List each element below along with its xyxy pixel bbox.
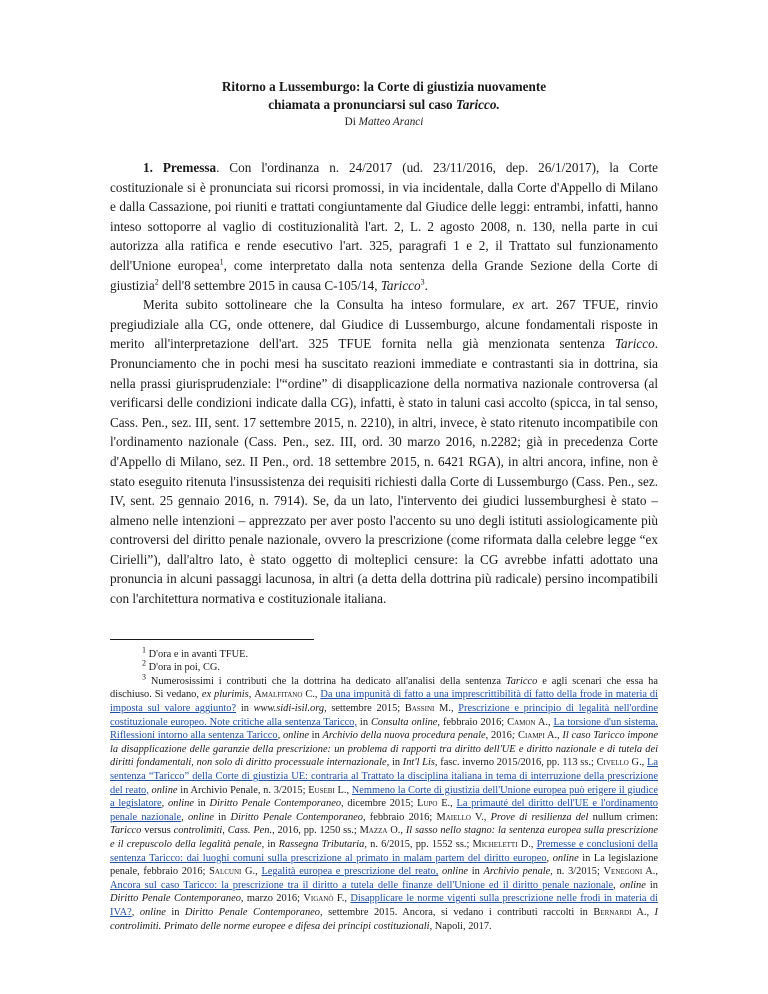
reference-link[interactable]: La torsione d'un sistema. Riflessioni intorno alla sentenza Taricco bbox=[110, 716, 659, 742]
paragraph-premessa: 1. Premessa. Con l'ordinanza n. 24/2017 (ud. 23/11/2016, dep. 26/1/2017), la Corte costituzionale si è pronunciata sui ricorsi promossi, in via incidentale, dalla Corte d'Appello di Milano e dalla Cassazione, poi riuniti e trattati congiuntamente dal Giudice delle leggi: entrambi, infatti, hanno inteso sottoporre al vaglio di costituzionalità l'art. 2, L. 2 agosto 2008, n. 130, nella parte in cui autorizza alla ratifica e rende esecutivo l'art. 325, paragrafi 1 e 2, il Trattato sul funzionamento dell'Unione europea$^1$, come interpretato dalla nota sentenza della Grande Sezione della Corte di giustizia$^2$ dell'8 settembre 2015 in causa C-105/14, Taricco$^3$. bbox=[110, 160, 658, 293]
paragraph-consulta: Merita subito sottolineare che la Consulta ha inteso formulare, ex art. 267 TFUE, rinvio pregiudiziale alla CG, onde ottenere, dal Giudice di Lussemburgo, alcune fondamentali risposte in merito all'interpretazione dell'art. 325 TFUE fornita nella già menzionata sentenza Taricco. Pronunciamento che in pochi mesi ha suscitato reazioni immediate e contrastanti sia in dottrina, sia nella prassi giurisprudenziale: l'“ordine” di disapplicazione della normativa nazionale controversa (al verificarsi delle condizioni indicate dalla CG), infatti, è stato in taluni casi accolto (spicca, in tal senso, Cass. Pen., sez. III, sent. 17 settembre 2015, n. 2210), in altri, invece, è stato ritenuto incompatibile con l'ordinamento nazionale (Cass. Pen., sez. III, ord. 30 marzo 2016, n.2282; già in precedenza Corte d'Appello di Milano, sez. II Pen., ord. 18 settembre 2015, n. 6421 RGA), in altri ancora, infine, non è stato eseguito ritenuta l'insussistenza dei requisiti richiesti dalla Corte di Lussemburgo (Cass. Pen., sez. IV, sent. 25 gennaio 2016, n. 7914). Se, da un lato, l'intervento dei giudici lussemburghesi è stato – almeno nelle intenzioni – apprezzato per aver posto l'accento su uno degli istituti assiologicamente più controversi del diritto penale nazionale, ovvero la prescrizione (come riformata dalla celebre legge “ex Cirielli”), dall'altro lato, è stato oggetto di molteplici censure: la CG avrebbe infatti adottato una pronuncia in alcuni passaggi lacunosa, in altri (a detta della dottrina più radicale) persino incompatibili con l'architettura normativa e costituzionale italiana. bbox=[110, 297, 659, 607]
footnote-ref-2[interactable]: 2 bbox=[154, 277, 159, 287]
author-name: Matteo Aranci bbox=[358, 116, 424, 128]
paper-title: Ritorno a Lussemburgo: la Corte di giustizia nuovamente chiamata a pronunciarsi sul caso Taricco. bbox=[221, 79, 547, 112]
reference-link[interactable]: Legalità europea e prescrizione del reato, bbox=[261, 866, 439, 878]
footnote-3: $^3$ Numerosissimi i contributi che la dottrina ha dedicato all'analisi della sentenza Taricco e agli scenari che essa ha dischiuso. Si vedano, ex plurimis, Amalfitano C., Da una impunità di fatto a una imprescrittibilità di fatto della frode in materia di imposta sul valore aggiunto? in www.sidi-isil.org, settembre 2015; Bassini M., Prescrizione e principio di legalità nell'ordine costituzionale europeo. Note critiche alla sentenza Taricco, in Consulta online, febbraio 2016; Camon A., La torsione d'un sistema. Riflessioni intorno alla sentenza Taricco, online in Archivio della nuova procedura penale, 2016; Ciampi A., Il caso Taricco impone la disapplicazione delle garanzie della prescrizione: un problema di rapporti tra diritto dell'UE e diritto nazionale e di tutela dei diritti fondamentali, non solo di diritto processuale internazionale, in Int'l Lis, fasc. inverno 2015/2016, pp. 113 ss.; Civello G., La sentenza “Taricco” della Corte di giustizia UE: contraria al Trattato la disciplina italiana in tema di interruzione della prescrizione del reato, online in Archivio Penale, n. 3/2015; Eusebi L., Nemmeno la Corte di giustizia dell'Unione europea può erigere il giudice a legislatore, online in Diritto Penale Contemporaneo, dicembre 2015; Lupo E., La primauté del diritto dell'UE e l'ordinamento penale nazionale, online in Diritto Penale Contemporaneo, febbraio 2016; Maiello V., Prove di resilienza del nullum crimen: Taricco versus controlimiti, Cass. Pen., 2016, pp. 1250 ss.; Mazza O., Il sasso nello stagno: la sentenza europea sulla prescrizione e il crepuscolo della legalità penale, in Rassegna Tributaria, n. 6/2015, pp. 1552 ss.; Micheletti D., Premesse e conclusioni della sentenza Taricco: dai luoghi comuni sulla prescrizione al primato in malam partem del diritto europeo, online in La legislazione penale, febbraio 2016; Salcuni G., Legalità europea e prescrizione del reato, online in Archivio penale, n. 3/2015; Venegoni A., Ancora sul caso Taricco: la prescrizione tra il diritto a tutela delle finanze dell'Unione ed il diritto penale nazionale, online in Diritto Penale Contemporaneo, marzo 2016; Viganò F., Disapplicare le norme vigenti sulla prescrizione nelle frodi in materia di IVA?, online in Diritto Penale Contemporaneo, settembre 2015. Ancora, si vedano i contributi raccolti in Bernardi A., I controlimiti. Primato delle norme europee e difesa dei principi costituzionali, Napoli, 2017. bbox=[110, 672, 659, 932]
reference-link[interactable]: Nemmeno la Corte di giustizia dell'Unione europea può erigere il giudice a legislatore bbox=[110, 784, 658, 810]
body-text bbox=[110, 158, 658, 609]
reference-link[interactable]: La primauté del diritto dell'UE e l'ordinamento penale nazionale bbox=[110, 798, 658, 823]
footnote-ref-1[interactable]: 1 bbox=[219, 257, 224, 267]
reference-link[interactable]: Ancora sul caso Taricco: la prescrizione tra il diritto a tutela delle finanze dell'Unione ed il diritto penale nazionale bbox=[110, 879, 614, 891]
reference-link[interactable]: La sentenza “Taricco” della Corte di giustizia UE: contraria al Trattato la disciplina italiana in tema di interruzione della prescrizione del reato, bbox=[110, 757, 658, 796]
footnote-1: $^1$ D'ora e in avanti TFUE. bbox=[142, 645, 249, 660]
section-heading: 1. Premessa bbox=[143, 160, 217, 175]
page bbox=[110, 78, 658, 933]
footnote-2: $^2$ D'ora in poi, CG. bbox=[142, 658, 221, 674]
byline: Di Matteo Aranci bbox=[344, 116, 424, 128]
footnote-divider bbox=[110, 639, 314, 640]
reference-link[interactable]: Premesse e conclusioni della sentenza Taricco: dai luoghi comuni sulla prescrizione al primato in malam partem del diritto europeo bbox=[110, 838, 658, 864]
reference-link[interactable]: Disapplicare le norme vigenti sulla prescrizione nelle frodi in materia di IVA? bbox=[110, 893, 658, 918]
footnote-ref-3[interactable]: 3 bbox=[420, 277, 425, 287]
reference-link[interactable]: Da una impunità di fatto a una imprescrittibilità di fatto della frode in materia di imposta sul valore aggiunto? bbox=[110, 689, 658, 715]
reference-link[interactable]: Prescrizione e principio di legalità nell'ordine costituzionale europeo. Note critiche alla sentenza Taricco, bbox=[110, 703, 658, 728]
footnotes bbox=[110, 645, 659, 933]
